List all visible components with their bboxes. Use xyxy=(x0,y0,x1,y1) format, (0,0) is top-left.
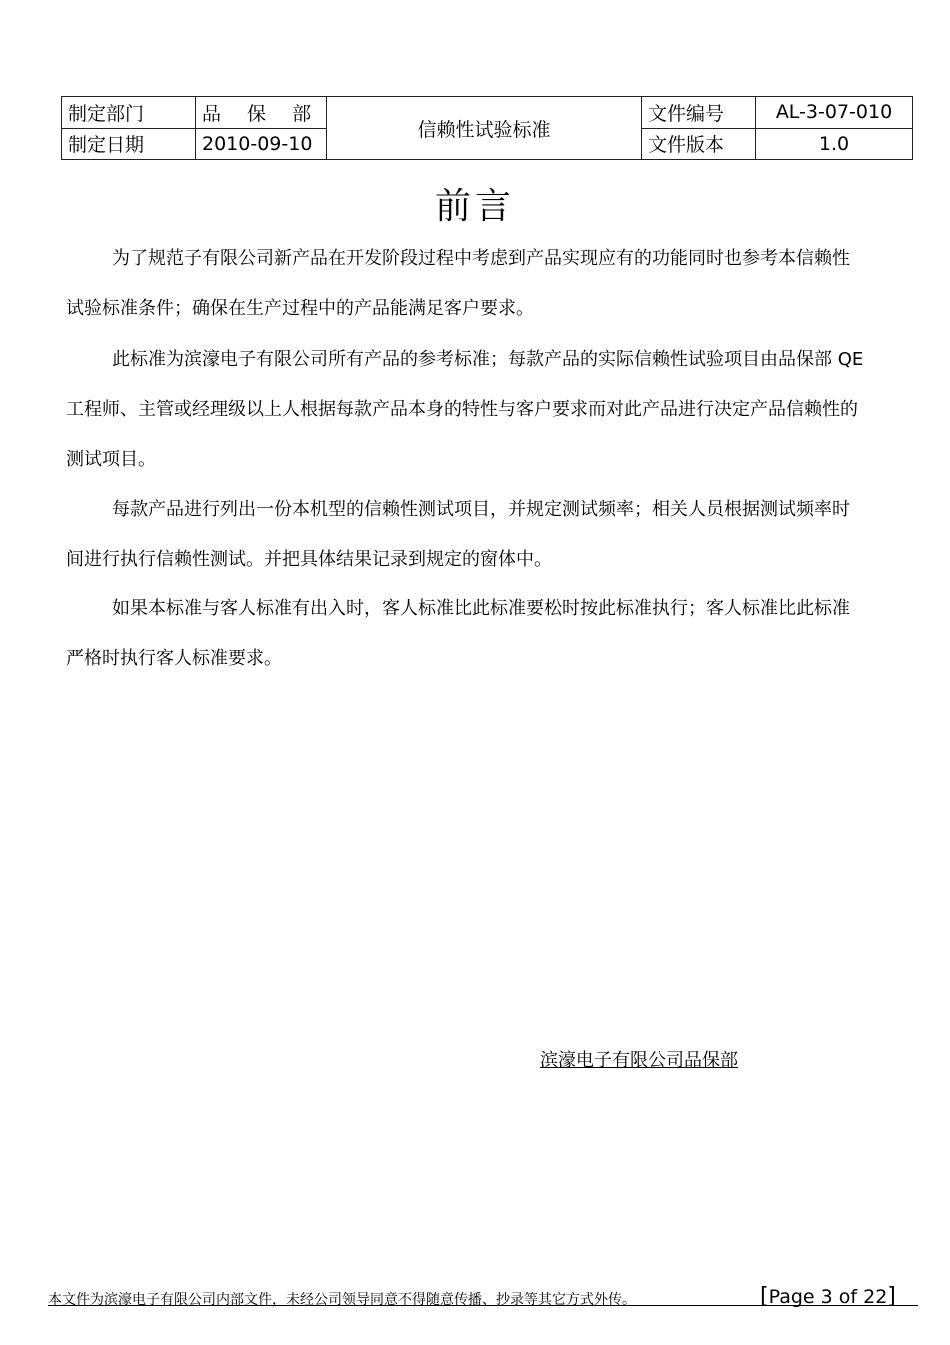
footer-notice: 本文件为滨濠电子有限公司内部文件，未经公司领导同意不得随意传播、抄录等其它方式外传。 xyxy=(48,1292,636,1308)
version-value: 1.0 xyxy=(756,128,913,160)
document-title: 信赖性试验标准 xyxy=(327,97,642,160)
dept-label: 制定部门 xyxy=(62,97,196,129)
footer-divider xyxy=(48,1305,918,1306)
signature: 滨濠电子有限公司品保部 xyxy=(540,1050,738,1071)
page-number-text: Page 3 of 22 xyxy=(768,1286,888,1308)
paragraph-4: 如果本标准与客人标准有出入时，客人标准比此标准要松时按此标准执行；客人标准比此标准严格时执行客人标准要求。 xyxy=(66,598,850,669)
section-heading: 前言 xyxy=(434,186,515,227)
date-label: 制定日期 xyxy=(62,128,196,160)
paragraph-2: 此标准为滨濠电子有限公司所有产品的参考标准；每款产品的实际信赖性试验项目由品保部 QE 工程师、主管或经理级以上人根据每款产品本身的特性与客户要求而对此产品进行决定产品信赖性的测试项目。 xyxy=(66,349,864,470)
date-value: 2010-09-10 xyxy=(196,128,327,160)
paragraph-1: 为了规范子有限公司新产品在开发阶段过程中考虑到产品实现应有的功能同时也参考本信赖性试验标准条件；确保在生产过程中的产品能满足客户要求。 xyxy=(66,248,850,319)
doc-number-label: 文件编号 xyxy=(642,97,756,129)
document-header-table xyxy=(61,96,913,160)
paragraph-3: 每款产品进行列出一份本机型的信赖性测试项目，并规定测试频率；相关人员根据测试频率时间进行执行信赖性测试。并把具体结果记录到规定的窗体中。 xyxy=(66,499,850,570)
doc-number-value: AL-3-07-010 xyxy=(756,97,913,129)
left-bracket-icon: [ xyxy=(760,1284,769,1309)
right-bracket-icon: ] xyxy=(887,1284,896,1309)
version-label: 文件版本 xyxy=(642,128,756,160)
dept-value: 品 保 部 xyxy=(196,97,327,129)
